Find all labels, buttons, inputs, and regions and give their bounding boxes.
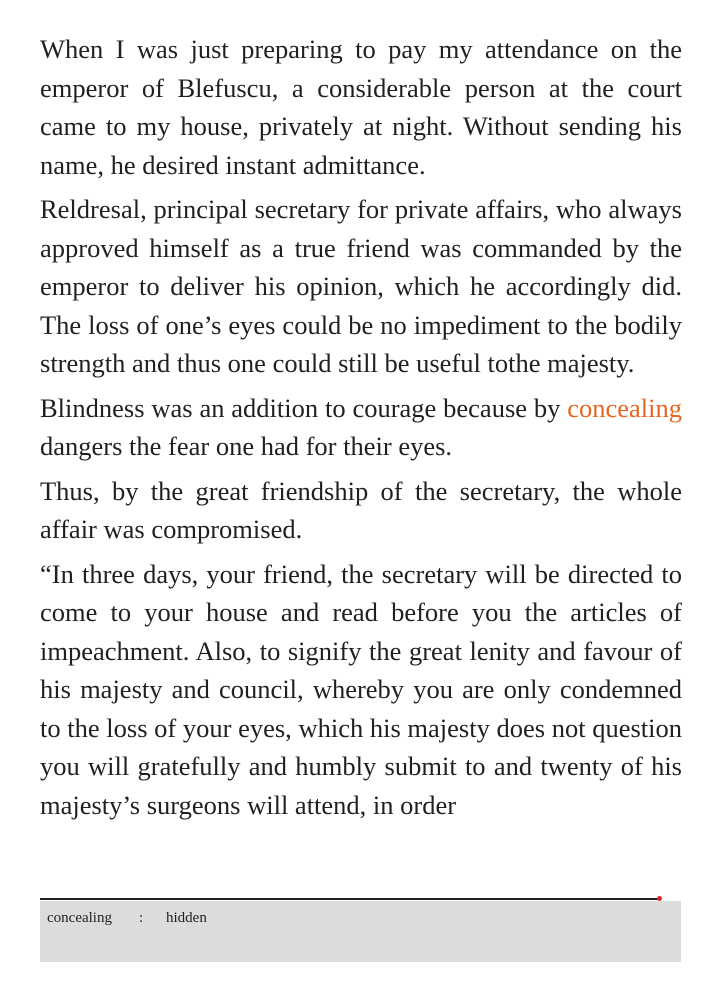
glossary-separator: : — [139, 910, 144, 926]
glossary-divider — [40, 898, 660, 900]
paragraph-3-start: Blindness was an addition to courage because by — [40, 392, 561, 423]
glossary-definition: hidden — [166, 910, 207, 926]
paragraph-1: When I was just preparing to pay my attendance on the emperor of Blefuscu, a considerable person at the court came to my house, privately at night. Without sending his name, he desired instant admittance. — [40, 34, 682, 180]
glossary-entry — [47, 909, 207, 927]
glossary-box — [40, 901, 681, 962]
paragraph-3 — [40, 389, 682, 466]
glossary-term: concealing — [47, 910, 112, 926]
highlighted-word-concealing: concealing — [567, 392, 683, 423]
story-text — [40, 30, 682, 830]
paragraph-3-end: dangers the fear one had for their eyes. — [40, 431, 453, 461]
paragraph-5: “In three days, your friend, the secretary will be directed to come to your house and read before you the articles of impeachment. Also, to signify the great lenity and favour of his majesty and council, whereby you are only condemned to the loss of your eyes, which his majesty does not question you will gratefully and humbly submit to and twenty of his majesty’s surgeons will attend, in order — [40, 558, 682, 820]
paragraph-4: Thus, by the great friendship of the secretary, the whole affair was compromised. — [40, 475, 682, 544]
paragraph-2: Reldresal, principal secretary for private affairs, who always approved himself as a true friend was commanded by the emperor to deliver his opinion, which he accordingly did. The loss of one’s eyes could be no impediment to the bodily strength and thus one could still be useful tothe majesty. — [40, 194, 682, 378]
